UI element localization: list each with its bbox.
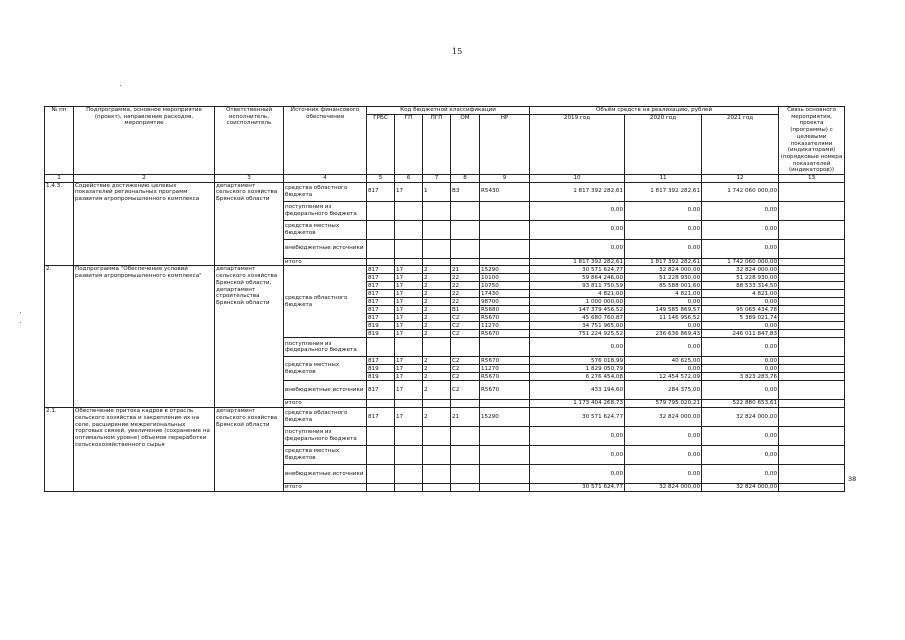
code-pgp: 2 [423,381,451,400]
code-pgp [423,446,451,465]
funding-source: поступления из федерального бюджета [284,427,367,446]
code-pgp: 2 [423,373,451,381]
header-budget-code: Код бюджетной классификации [367,107,530,115]
total-code-empty [395,258,423,266]
code-om: С2 [451,381,480,400]
total-2020: 579 795 020,21 [625,400,702,408]
code-grbs: 817 [367,266,395,274]
amount-2020: 0,00 [625,446,702,465]
amount-2021: 3 823 283,76 [702,373,779,381]
column-number: 6 [395,175,423,183]
code-pgp: 2 [423,330,451,338]
total-code-empty [451,400,480,408]
total-2020: 1 817 392 282,61 [625,258,702,266]
indicator-link [779,446,845,465]
side-note: 38 [848,475,857,483]
code-nr: 17430 [480,290,530,298]
total-code-empty [395,484,423,492]
amount-2020: 0,00 [625,201,702,220]
indicator-link [779,465,845,484]
code-om [451,220,480,239]
code-pgp [423,220,451,239]
code-grbs: 817 [367,357,395,365]
funding-source: средства областного бюджета [284,266,367,338]
header-nr: НР [480,115,530,175]
total-code-empty [395,400,423,408]
column-number: 4 [284,175,367,183]
code-pgp: 1 [423,182,451,201]
code-grbs: 819 [367,322,395,330]
funding-source: поступления из федерального бюджета [284,201,367,220]
code-grbs [367,465,395,484]
code-grbs [367,427,395,446]
funding-source: средства областного бюджета [284,408,367,427]
amount-2021: 95 065 434,78 [702,306,779,314]
code-nr: 10100 [480,274,530,282]
code-om: С2 [451,330,480,338]
total-code-empty [423,400,451,408]
indicator-link [779,266,845,274]
code-pgp: 2 [423,357,451,365]
total-2021: 522 880 653,61 [702,400,779,408]
amount-2019: 0,00 [530,338,625,357]
amount-2020: 236 636 869,43 [625,330,702,338]
code-gp: 17 [395,314,423,322]
column-number: 3 [215,175,284,183]
code-gp: 17 [395,182,423,201]
column-number: 7 [423,175,451,183]
column-number: 5 [367,175,395,183]
amount-2019: 0,00 [530,465,625,484]
funding-source: средства местных бюджетов [284,220,367,239]
code-nr: R5680 [480,306,530,314]
code-gp: 17 [395,381,423,400]
amount-2021: 246 011 847,83 [702,330,779,338]
indicator-link [779,400,845,408]
amount-2021: 0,00 [702,427,779,446]
code-nr [480,427,530,446]
code-om: 22 [451,282,480,290]
code-grbs: 819 [367,365,395,373]
amount-2020: 0,00 [625,239,702,258]
indicator-link [779,484,845,492]
amount-2021: 1 742 060 000,00 [702,182,779,201]
indicator-link [779,290,845,298]
indicator-link [779,314,845,322]
code-pgp: 2 [423,290,451,298]
code-grbs: 819 [367,373,395,381]
section-responsible: департамент сельского хозяйства Брянской области, департамент строительства Брянской области [215,266,284,408]
amount-2019: 0,00 [530,446,625,465]
header-2019: 2019 год [530,115,625,175]
code-gp [395,239,423,258]
code-om: С2 [451,322,480,330]
indicator-link [779,381,845,400]
indicator-link [779,357,845,365]
code-gp: 17 [395,298,423,306]
total-code-empty [367,484,395,492]
amount-2020: 0,00 [625,338,702,357]
amount-2019: 1 000 000,00 [530,298,625,306]
amount-2019: 4 821,00 [530,290,625,298]
code-pgp: 2 [423,298,451,306]
total-code-empty [367,400,395,408]
indicator-link [779,258,845,266]
total-code-empty [451,258,480,266]
amount-2021: 0,00 [702,239,779,258]
code-gp: 17 [395,373,423,381]
indicator-link [779,239,845,258]
amount-2019: 576 018,99 [530,357,625,365]
section-number: 1.4.3. [45,182,74,266]
code-grbs: 817 [367,182,395,201]
code-gp [395,201,423,220]
code-pgp [423,427,451,446]
code-om: 21 [451,408,480,427]
code-om: 22 [451,290,480,298]
code-nr [480,338,530,357]
amount-2020: 1 817 392 282,61 [625,182,702,201]
section-title: Подпрограмма "Обеспечение условий развития агропромышленного комплекса" [74,266,215,408]
code-nr: 15290 [480,408,530,427]
amount-2019: 0,00 [530,220,625,239]
amount-2019: 30 571 624,77 [530,266,625,274]
total-label: итого [284,400,367,408]
amount-2020: 4 821,00 [625,290,702,298]
column-number: 1 [45,175,74,183]
column-number: 10 [530,175,625,183]
amount-2021: 0,00 [702,322,779,330]
table-row [45,408,845,427]
funding-source: внебюджетные источники [284,381,367,400]
column-number: 11 [625,175,702,183]
code-gp [395,465,423,484]
table-row [45,182,845,201]
amount-2020: 12 454 572,09 [625,373,702,381]
amount-2020: 149 585 869,57 [625,306,702,314]
code-grbs: 817 [367,306,395,314]
code-gp: 17 [395,322,423,330]
total-2021: 1 742 060 000,00 [702,258,779,266]
amount-2021: 0,00 [702,365,779,373]
amount-2019: 0,00 [530,201,625,220]
header-om: ОМ [451,115,480,175]
code-om [451,427,480,446]
code-gp: 17 [395,282,423,290]
indicator-link [779,427,845,446]
indicator-link [779,330,845,338]
amount-2021: 0,00 [702,201,779,220]
code-grbs: 817 [367,290,395,298]
code-grbs: 817 [367,282,395,290]
total-2021: 32 824 000,00 [702,484,779,492]
indicator-link [779,201,845,220]
header-volume: Объём средств на реализацию, рублей [530,107,779,115]
code-pgp: 2 [423,408,451,427]
code-om [451,465,480,484]
amount-2020: 0,00 [625,298,702,306]
code-grbs [367,201,395,220]
code-gp [395,338,423,357]
code-om: С2 [451,365,480,373]
indicator-link [779,306,845,314]
code-om [451,446,480,465]
amount-2021: 0,00 [702,446,779,465]
code-pgp: 2 [423,322,451,330]
total-code-empty [423,484,451,492]
code-pgp [423,239,451,258]
total-code-empty [367,258,395,266]
code-gp: 17 [395,306,423,314]
code-om: В3 [451,182,480,201]
column-number: 9 [480,175,530,183]
indicator-link [779,274,845,282]
amount-2021: 0,00 [702,220,779,239]
header-responsible: Ответственный исполнитель, соисполнитель [215,107,284,175]
amount-2021: 32 824 000,00 [702,266,779,274]
code-grbs: 817 [367,298,395,306]
section-number: 2. [45,266,74,408]
code-gp: 17 [395,330,423,338]
code-nr [480,465,530,484]
amount-2020: 32 824 000,00 [625,266,702,274]
header-source: Источник финансового обеспечения [284,107,367,175]
code-nr: 11270 [480,365,530,373]
amount-2021: 0,00 [702,298,779,306]
indicator-link [779,322,845,330]
amount-2021: 5 389 021,74 [702,314,779,322]
code-nr: R5430 [480,182,530,201]
code-grbs: 819 [367,330,395,338]
amount-2021: 0,00 [702,465,779,484]
budget-table [44,106,845,492]
header-program: Подпрограмма, основное мероприятие (проект), направление расходов, мероприятие [74,107,215,175]
code-nr [480,239,530,258]
amount-2021: 0,00 [702,357,779,365]
indicator-link [779,373,845,381]
section-title: Содействие достижению целевых показателей региональных программ развития агропромышленного комплекса [74,182,215,266]
code-nr: 98700 [480,298,530,306]
code-nr: R5670 [480,314,530,322]
funding-source: средства местных бюджетов [284,357,367,381]
code-nr: 10750 [480,282,530,290]
indicator-link [779,365,845,373]
code-pgp: 2 [423,266,451,274]
page-number: 15 [452,47,463,56]
column-numbers-row [45,175,845,183]
funding-source: средства местных бюджетов [284,446,367,465]
code-nr: R5670 [480,357,530,365]
code-pgp: 2 [423,274,451,282]
amount-2020: 85 588 001,60 [625,282,702,290]
amount-2019: 34 751 965,00 [530,322,625,330]
code-nr [480,446,530,465]
total-2020: 32 824 000,00 [625,484,702,492]
amount-2019: 30 571 624,77 [530,408,625,427]
section-responsible: департамент сельского хозяйства Брянской области [215,408,284,492]
total-label: итого [284,258,367,266]
header-grbs: ГРБС [367,115,395,175]
amount-2020: 0,00 [625,365,702,373]
amount-2019: 45 680 760,87 [530,314,625,322]
amount-2019: 6 276 454,08 [530,373,625,381]
amount-2019: 1 829 050,79 [530,365,625,373]
funding-source: внебюджетные источники [284,239,367,258]
code-grbs [367,446,395,465]
code-grbs [367,220,395,239]
section-responsible: департамент сельского хозяйства Брянской области [215,182,284,266]
section-number: 2.1. [45,408,74,492]
code-grbs: 817 [367,408,395,427]
code-pgp: 2 [423,306,451,314]
column-number: 12 [702,175,779,183]
code-om [451,239,480,258]
table-row [45,266,845,274]
total-label: итого [284,484,367,492]
code-nr: R5670 [480,381,530,400]
amount-2019: 1 817 392 282,61 [530,182,625,201]
column-number: 8 [451,175,480,183]
amount-2019: 0,00 [530,427,625,446]
amount-2019: 147 379 456,52 [530,306,625,314]
indicator-link [779,220,845,239]
code-gp: 17 [395,365,423,373]
amount-2021: 0,00 [702,381,779,400]
amount-2021: 88 533 314,50 [702,282,779,290]
total-2019: 1 817 392 282,61 [530,258,625,266]
code-om: С2 [451,357,480,365]
amount-2019: 751 224 925,52 [530,330,625,338]
total-code-empty [480,484,530,492]
code-nr: R5670 [480,330,530,338]
amount-2020: 0,00 [625,322,702,330]
code-nr [480,201,530,220]
amount-2020: 0,00 [625,427,702,446]
code-om: 22 [451,274,480,282]
code-gp [395,427,423,446]
header-pgp: ПГП [423,115,451,175]
amount-2019: 0,00 [530,239,625,258]
amount-2020: 11 146 956,52 [625,314,702,322]
code-pgp [423,201,451,220]
indicator-link [779,298,845,306]
funding-source: внебюджетные источники [284,465,367,484]
code-gp [395,220,423,239]
code-nr: R5670 [480,373,530,381]
amount-2020: 32 824 000,00 [625,408,702,427]
code-grbs [367,338,395,357]
amount-2020: 284 375,00 [625,381,702,400]
code-om: 21 [451,266,480,274]
header-num: № пп [45,107,74,175]
indicator-link [779,282,845,290]
column-number: 2 [74,175,215,183]
code-grbs: 817 [367,381,395,400]
amount-2021: 0,00 [702,338,779,357]
amount-2020: 0,00 [625,220,702,239]
code-nr: 15290 [480,266,530,274]
section-title: Обеспечение притока кадров в отрасль сельского хозяйства и закрепление их на селе, расширение межрегиональных торговых связей, увеличение (сохранение на оптимальном уровне) объемов переработки сельскохозяйственного сырья [74,408,215,492]
amount-2020: 0,00 [625,465,702,484]
indicator-link [779,182,845,201]
total-2019: 30 571 624,77 [530,484,625,492]
amount-2019: 93 811 750,59 [530,282,625,290]
code-om: С2 [451,314,480,322]
code-nr: 11270 [480,322,530,330]
code-gp: 17 [395,266,423,274]
code-gp: 17 [395,274,423,282]
code-pgp: 2 [423,365,451,373]
amount-2019: 59 864 246,00 [530,274,625,282]
code-grbs: 817 [367,314,395,322]
amount-2019: 433 194,60 [530,381,625,400]
amount-2021: 4 821,00 [702,290,779,298]
amount-2021: 32 824 000,00 [702,408,779,427]
amount-2020: 40 625,00 [625,357,702,365]
total-code-empty [423,258,451,266]
column-number: 13 [779,175,845,183]
code-pgp: 2 [423,314,451,322]
code-gp: 17 [395,357,423,365]
code-om [451,338,480,357]
indicator-link [779,338,845,357]
amount-2020: 51 228 930,00 [625,274,702,282]
code-grbs: 817 [367,274,395,282]
code-gp: 17 [395,290,423,298]
code-om: В1 [451,306,480,314]
code-grbs [367,239,395,258]
header-2021: 2021 год [702,115,779,175]
code-nr [480,220,530,239]
funding-source: средства областного бюджета [284,182,367,201]
code-gp [395,446,423,465]
code-om: С2 [451,373,480,381]
total-2019: 1 173 404 268,73 [530,400,625,408]
code-pgp [423,465,451,484]
amount-2021: 51 228 930,00 [702,274,779,282]
indicator-link [779,408,845,427]
funding-source: поступления из федерального бюджета [284,338,367,357]
total-code-empty [480,400,530,408]
code-om: 22 [451,298,480,306]
header-link: Связь основного мероприятия, проекта (программы) с целевыми показателями (индикаторами) (порядковые номера показателей (индикаторов)) [779,107,845,175]
total-code-empty [451,484,480,492]
header-gp: ГП [395,115,423,175]
code-om [451,201,480,220]
header-2020: 2020 год [625,115,702,175]
code-gp: 17 [395,408,423,427]
code-pgp [423,338,451,357]
total-code-empty [480,258,530,266]
code-pgp: 2 [423,282,451,290]
